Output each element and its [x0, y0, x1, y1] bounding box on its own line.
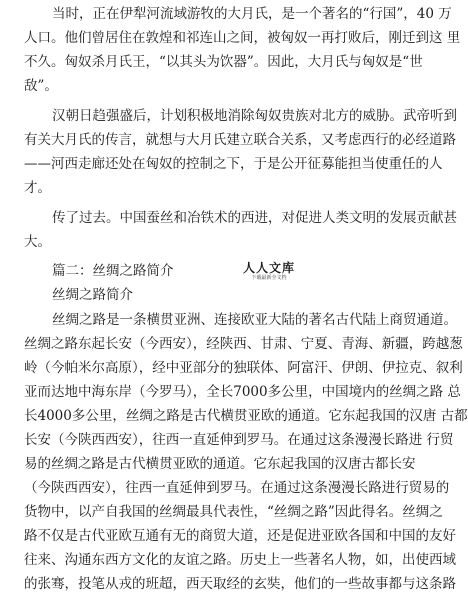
- paragraph-2-line-3: ——河西走廊还处在匈奴的控制之下，于是公开征募能担当使重任的人: [24, 156, 443, 172]
- body-line: 路不仅是古代亚欧互通有无的商贸大道，还是促进亚欧各国和中国的友好: [24, 528, 456, 544]
- body-line: 丝绸之路东起长安（今西安），经陕西、甘肃、宁夏、青海、新疆，跨越葱: [24, 336, 463, 352]
- body-line: 往来、沟通东西方文化的友谊之路。历史上一些著名人物，如，出使西域: [24, 552, 456, 568]
- paragraph-1-line-1: 当时，正在伊犁河流域游牧的大月氏，是一个著名的“行国”，40 万: [52, 6, 452, 22]
- body-line: 易的丝绸之路是古代横贯亚欧的通道。它东起我国的汉唐古都长安: [24, 456, 416, 472]
- paragraph-3-line-2: 大。: [24, 234, 51, 250]
- section-subheading: 丝绸之路简介: [52, 287, 133, 303]
- watermark-main-text: 人人文库: [242, 261, 295, 275]
- watermark-logo: [234, 262, 304, 281]
- paragraph-1-line-2: 人口。他们曾居住在敦煌和祁连山之间，被匈奴一再打败后，刚迁到这 里: [24, 30, 461, 46]
- paragraph-1-line-4: 敌”。: [24, 78, 58, 94]
- paragraph-3-line-1: 传了过去。中国蚕丝和冶铁术的西进，对促进人类文明的发展贡献甚: [52, 210, 457, 226]
- body-line: 的张骞，投笔从戎的班超，西天取经的玄奘，他们的一些故事都与这条路: [24, 576, 456, 592]
- body-line: 长4000多公里，丝绸之路是古代横贯亚欧的通道。它东起我国的汉唐 古都: [24, 408, 468, 424]
- body-line: 丝绸之路是一条横贯亚洲、连接欧亚大陆的著名古代陆上商贸通道。: [52, 312, 457, 328]
- paragraph-2-line-1: 汉朝日趋强盛后，计划积极地消除匈奴贵族对北方的威胁。武帝听到: [52, 108, 457, 124]
- paragraph-2-line-4: 才。: [24, 180, 51, 196]
- body-line: 亚而达地中海东岸（今罗马），全长7000多公里，中国境内的丝绸之路 总: [24, 384, 461, 400]
- body-line: （今陕西西安），往西一直延伸到罗马。在通过这条漫漫长路进行贸易的: [24, 480, 450, 496]
- paragraph-2-line-2: 有关大月氏的传言，就想与大月氏建立联合关系，又考虑西行的必经道路: [24, 132, 456, 148]
- paragraph-1-line-3: 不久。匈奴杀月氏王，“以其头为饮器”。因此，大月氏与匈奴是“世: [24, 54, 423, 70]
- body-line: 岭（今帕米尔高原），经中亚部分的独联体、阿富汗、伊朗、伊拉克、叙利: [24, 360, 463, 376]
- body-line: 长安（今陕西西安），往西一直延伸到罗马。在通过这条漫漫长路进 行贸: [24, 432, 454, 448]
- watermark-sub-text: 下载最新全文档: [251, 275, 287, 281]
- body-line: 货物中，以产自我国的丝绸最具代表性，“丝绸之路”因此得名。丝绸之: [24, 504, 443, 520]
- section-heading: 篇二：丝绸之路简介: [52, 263, 174, 279]
